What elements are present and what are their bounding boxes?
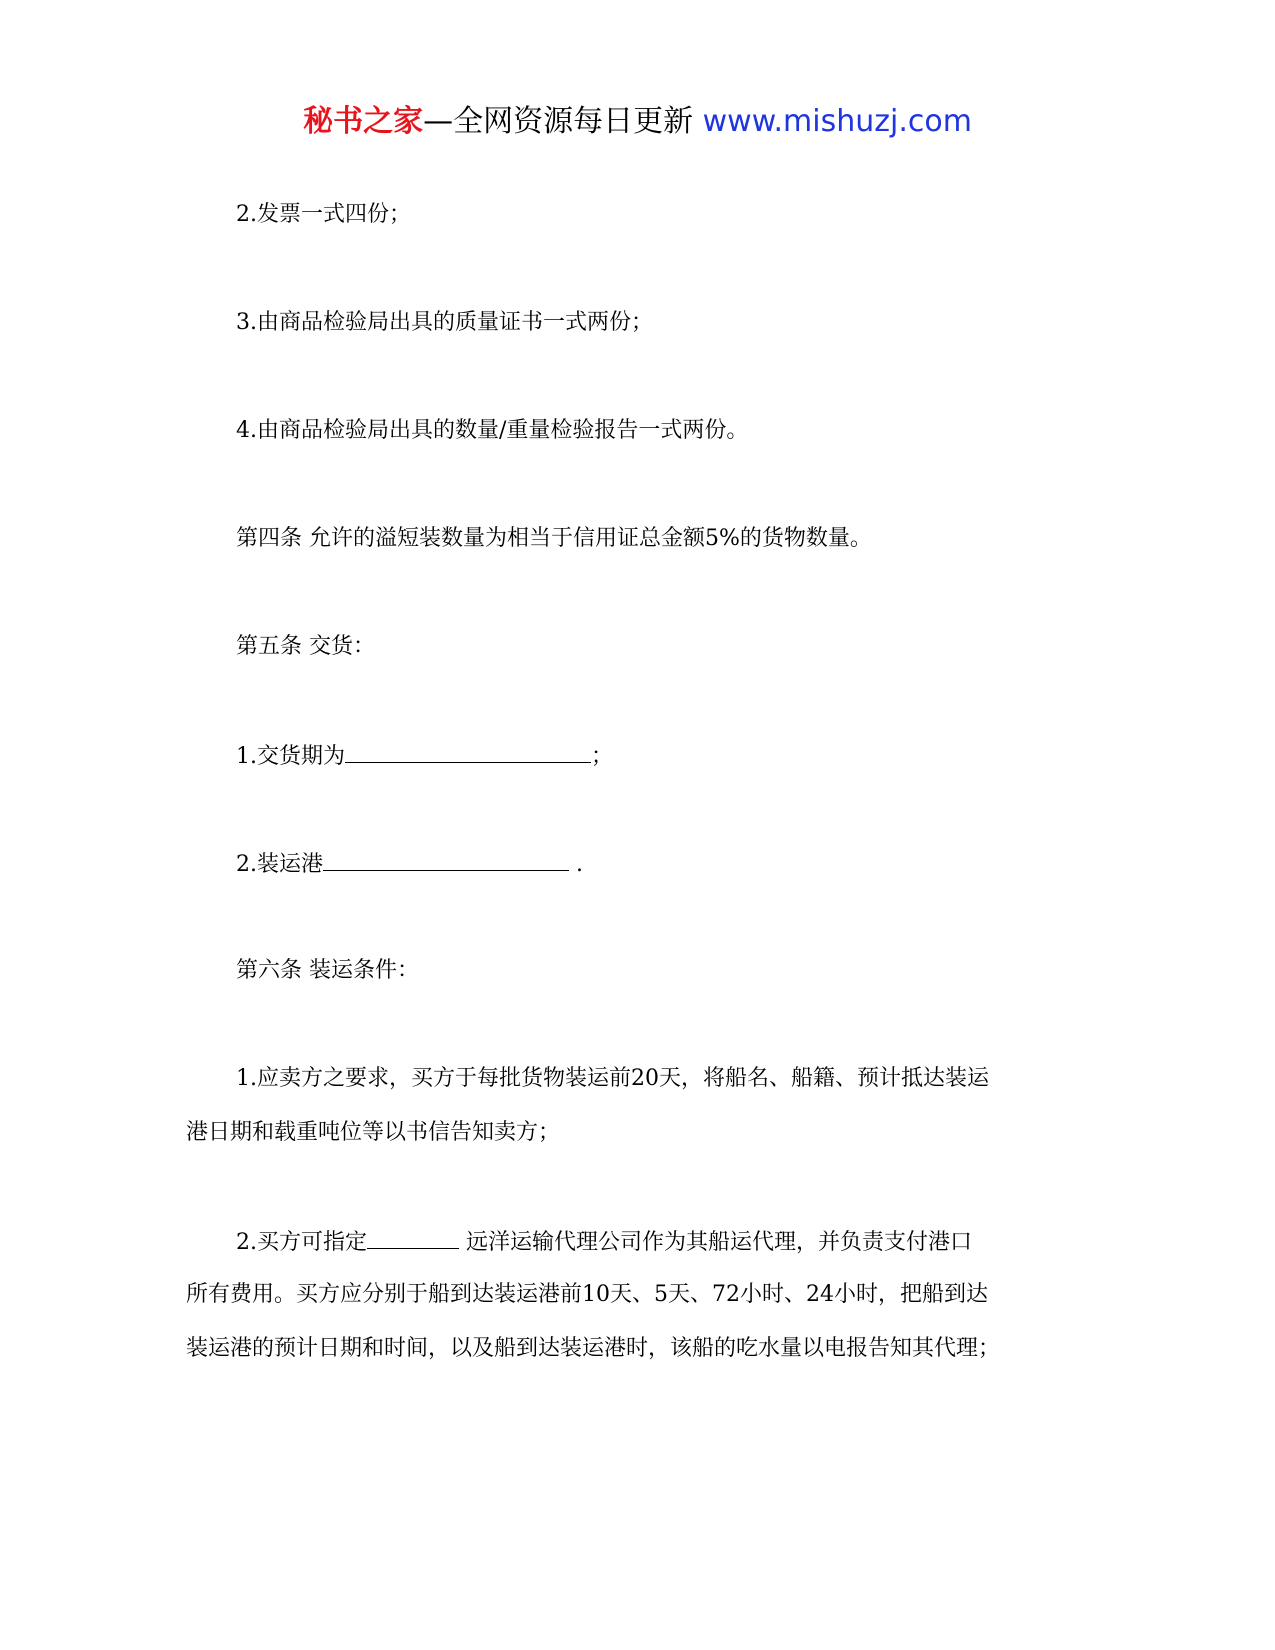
delivery-period-label: 1.交货期为	[236, 744, 345, 769]
paragraph-quality-certificate: 3.由商品检验局出具的质量证书一式两份；	[236, 310, 653, 335]
shipping-notice-line1: 1.应卖方之要求，买方于每批货物装运前20天，将船名、船籍、预计抵达装运	[236, 1066, 989, 1091]
article-four: 第四条 允许的溢短装数量为相当于信用证总金额5%的货物数量。	[236, 526, 872, 551]
loading-port-label: 2.装运港	[236, 852, 323, 877]
shipping-agent-blank[interactable]	[367, 1226, 459, 1249]
shipping-agent-line2: 所有费用。买方应分别于船到达装运港前10天、5天、72小时、24小时，把船到达	[186, 1282, 988, 1307]
shipping-agent-rest: 远洋运输代理公司作为其船运代理，并负责支付港口	[459, 1230, 972, 1255]
shipping-agent-line3: 装运港的预计日期和时间，以及船到达装运港时，该船的吃水量以电报告知其代理；	[186, 1336, 1001, 1361]
loading-port-end: .	[569, 852, 583, 877]
delivery-period-blank[interactable]	[345, 740, 591, 763]
delivery-period-line	[236, 740, 613, 772]
article-six-heading: 第六条 装运条件：	[236, 958, 419, 983]
site-url-link[interactable]: www.mishuzj.com	[702, 104, 972, 139]
site-header	[0, 100, 1275, 144]
article-five-heading: 第五条 交货：	[236, 634, 375, 659]
loading-port-line	[236, 848, 583, 880]
shipping-notice-line2: 港日期和载重吨位等以书信告知卖方；	[186, 1120, 561, 1145]
delivery-period-end: ；	[591, 744, 614, 769]
shipping-agent-label: 2.买方可指定	[236, 1230, 367, 1255]
paragraph-invoice: 2.发票一式四份；	[236, 202, 411, 227]
paragraph-weight-report: 4.由商品检验局出具的数量/重量检验报告一式两份。	[236, 418, 749, 443]
shipping-agent-line1	[236, 1226, 972, 1258]
header-tagline: —全网资源每日更新	[423, 104, 703, 139]
brand-name: 秘书之家	[303, 104, 424, 139]
loading-port-blank[interactable]	[323, 848, 569, 871]
